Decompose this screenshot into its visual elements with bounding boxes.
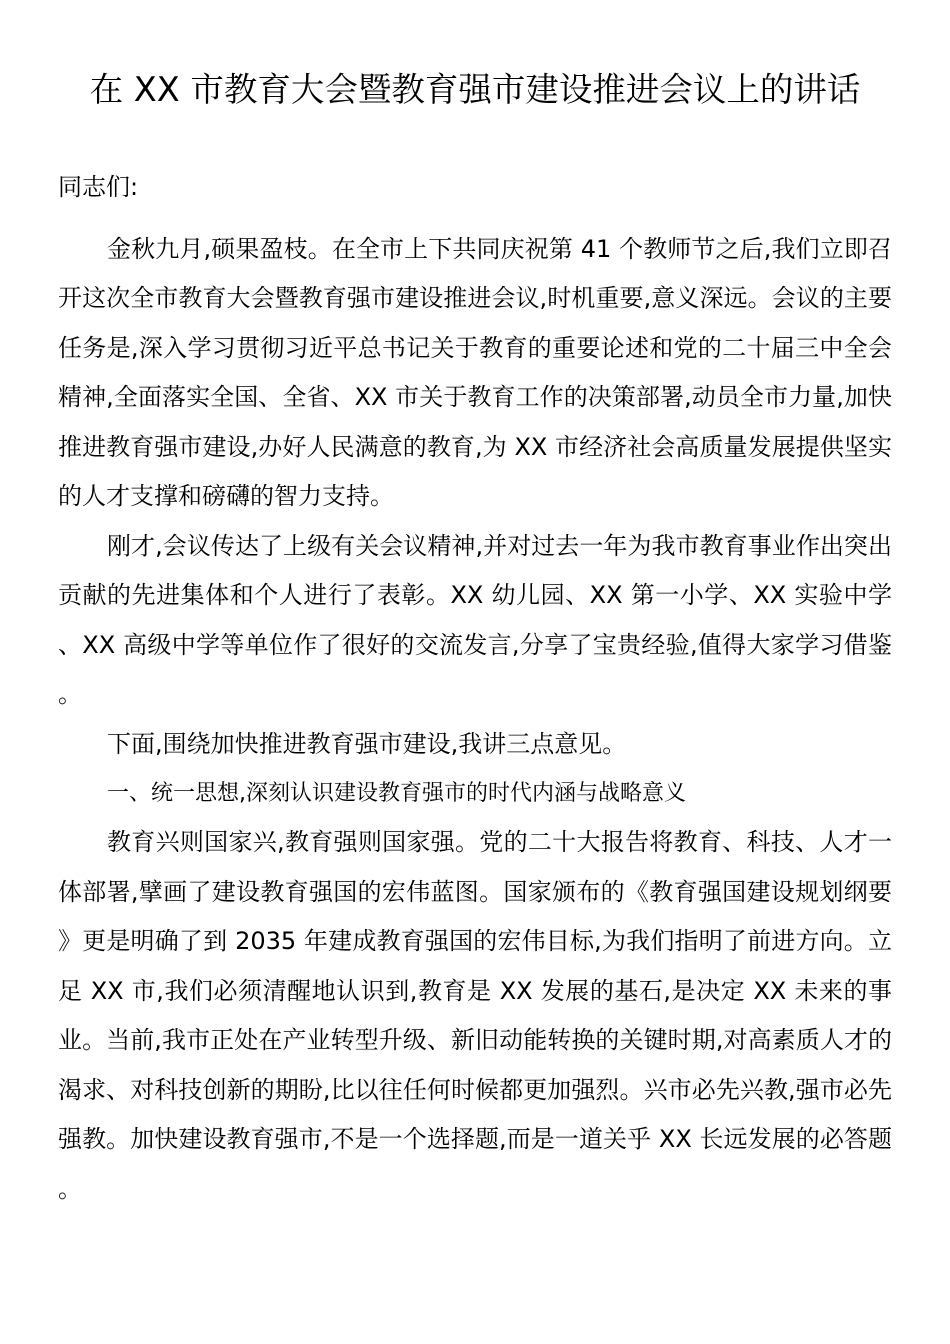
section-heading-1: 一、统一思想,深刻认识建设教育强市的时代内涵与战略意义	[107, 781, 686, 806]
document-body	[58, 163, 892, 1214]
salutation: 同志们:	[58, 173, 139, 201]
paragraph-section-1: 教育兴则国家兴,教育强则国家强。党的二十大报告将教育、科技、人才一体部署,擘画了建设教育强国的宏伟蓝图。国家颁布的《教育强国建设规划纲要》更是明确了到 2035 年建成教育强国的宏伟目标,为我们指明了前进方向。立足 XX 市,我们必须清醒地认识到,教育是 XX 发展的基石,是决定 XX 未来的事业。当前,我市正处在产业转型升级、新旧动能转换的关键时期,对高素质人才的渴求、对科技创新的期盼,比以往任何时候都更加强烈。兴市必先兴教,强市必先强教。加快建设教育强市,不是一个选择题,而是一道关乎 XX 长远发展的必答题。	[58, 828, 892, 1203]
paragraph-outline: 下面,围绕加快推进教育强市建设,我讲三点意见。	[107, 729, 627, 758]
paragraph-commendation: 刚才,会议传达了上级有关会议精神,并对过去一年为我市教育事业作出突出贡献的先进集体和个人进行了表彰。XX 幼儿园、XX 第一小学、XX 实验中学、XX 高级中学等单位作了很好的交流发言,分享了宝贵经验,值得大家学习借鉴。	[58, 531, 892, 708]
paragraph-opening: 金秋九月,硕果盈枝。在全市上下共同庆祝第 41 个教师节之后,我们立即召开这次全市教育大会暨教育强市建设推进会议,时机重要,意义深远。会议的主要任务是,深入学习贯彻习近平总书记关于教育的重要论述和党的二十届三中全会精神,全面落实全国、全省、XX 市关于教育工作的决策部署,动员全市力量,加快推进教育强市建设,办好人民满意的教育,为 XX 市经济社会高质量发展提供坚实的人才支撑和磅礴的智力支持。	[58, 234, 892, 510]
document-title: 在 XX 市教育大会暨教育强市建设推进会议上的讲话	[89, 70, 861, 109]
